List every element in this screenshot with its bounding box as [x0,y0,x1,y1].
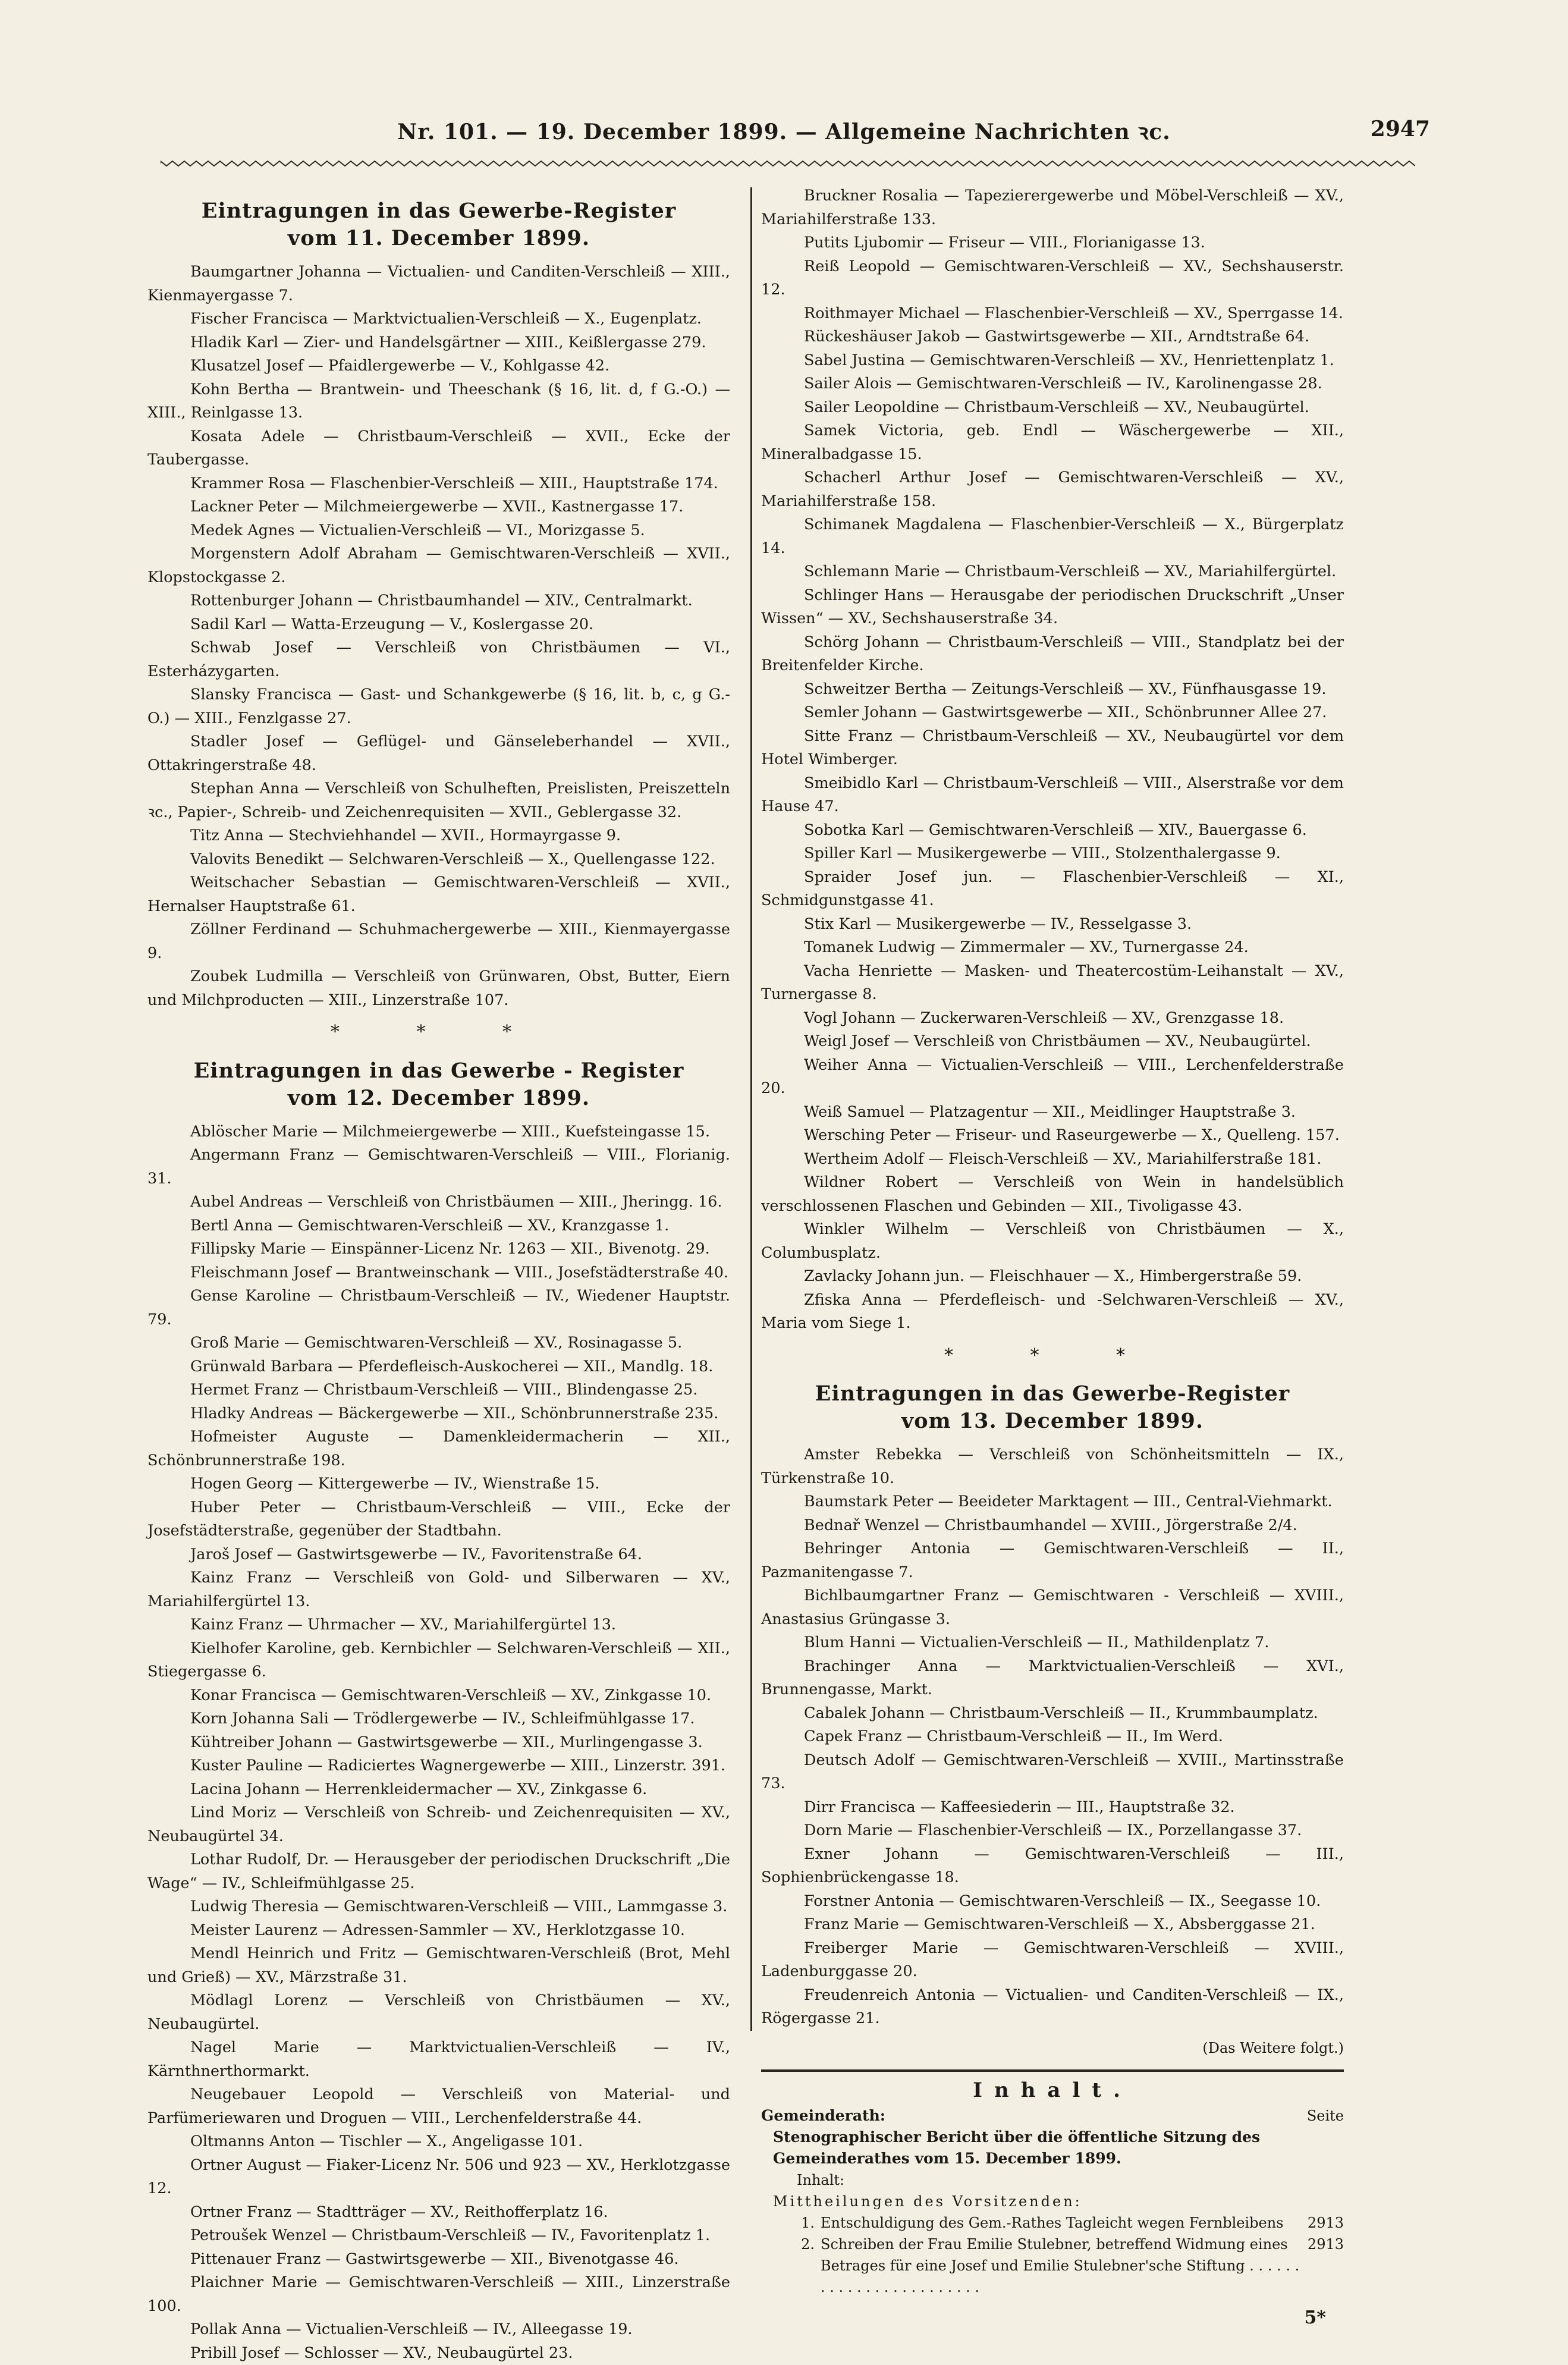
entry-text: Sitte Franz — Christbaum-Verschleiß — XV., Neubaugürtel vor dem Hotel Wimberger. [761,727,1344,769]
entry-text: Petroušek Wenzel — Christbaum-Verschleiß — IV., Favoritenplatz 1. [190,2226,710,2244]
register-entry [761,1819,1344,1843]
register-entry [147,636,730,683]
register-entry [761,1631,1344,1655]
entry-text: Nagel Marie — Marktvictualien-Verschleiß — IV., Kärnthnerthormarkt. [147,2039,730,2080]
entry-text: Blum Hanni — Victualien-Verschleiß — II., Mathildenplatz 7. [804,1634,1269,1651]
register-entry [147,589,730,613]
entry-text: Baumgartner Johanna — Victualien- und Canditen-Verschleiß — XIII., Kienmayergasse 7. [147,263,730,304]
register-entry [147,2342,730,2365]
issue-line: Nr. 101. — 19. December 1899. — Allgemeine Nachrichten ꝛc. [0,117,1568,146]
register-entry [761,1702,1344,1726]
entry-text: Winkler Wilhelm — Verschleiß von Christbäumen — X., Columbusplatz. [761,1220,1344,1262]
register-entry [761,1101,1344,1125]
entry-text: Schwab Josef — Verschleiß von Christbäumen — VI., Esterházygarten. [147,639,730,680]
entry-text: Kohn Bertha — Brantwein- und Theeschank (§ 16, lit. d, f G.-O.) — XIII., Reinlgasse 13. [147,381,730,422]
entry-text: Konar Francisca — Gemischtwaren-Verschleiß — XV., Zinkgasse 10. [190,1686,711,1704]
entry-text: Reiß Leopold — Gemischtwaren-Verschleiß — XV., Sechshauserstr. 12. [761,257,1344,299]
entry-text: Sailer Leopoldine — Christbaum-Verschleiß — XV., Neubaugürtel. [804,398,1309,416]
toc-item-text: Entschuldigung des Gem.-Rathes Tagleicht wegen Fernbleibens [821,2212,1302,2234]
register-entry [147,2318,730,2342]
entry-text: Kielhofer Karoline, geb. Kernbichler — Selchwaren-Verschleiß — XII., Stiegergasse 6. [147,1640,730,1681]
entry-text: Hladky Andreas — Bäckergewerbe — XII., Schönbrunnerstraße 235. [190,1405,718,1422]
entry-text: Zöllner Ferdinand — Schuhmachergewerbe — XIII., Kienmayergasse 9. [147,921,730,962]
register-entry [761,372,1344,396]
chair-label: Mittheilungen des Vorsitzenden: [761,2191,1344,2212]
register-entry [147,1919,730,1943]
register-entry [147,1425,730,1472]
register-entry [147,1214,730,1238]
register-entry [147,871,730,918]
toc-item-page: 2913 [1302,2212,1344,2234]
register-entry [761,1171,1344,1218]
entry-text: Titz Anna — Stechviehhandel — XVII., Hormayrgasse 9. [190,827,621,844]
section-title-line1: Eintragungen in das Gewerbe - Register [147,1057,730,1085]
entry-text: Ablöscher Marie — Milchmeiergewerbe — XIII., Kuefsteingasse 15. [190,1123,710,1141]
register-entry [147,425,730,472]
entry-text: Amster Rebekka — Verschleiß von Schönheitsmitteln — IX., Türkenstraße 10. [761,1446,1344,1487]
register-entry [147,495,730,519]
entry-text: Ludwig Theresia — Gemischtwaren-Verschleiß — VIII., Lammgasse 3. [190,1898,727,1915]
entry-text: Zoubek Ludmilla — Verschleiß von Grünwaren, Obst, Butter, Eiern und Milchproducten — XIII., Linzerstraße 107. [147,968,730,1009]
register-entry [147,378,730,425]
entry-text: Spiller Karl — Musikergewerbe — VIII., Stolzenthalergasse 9. [804,844,1281,862]
entry-text: Rottenburger Johann — Christbaumhandel — XIV., Centralmarkt. [190,592,693,610]
register-entry [761,1890,1344,1914]
entry-text: Deutsch Adolf — Gemischtwaren-Verschleiß — XVIII., Martinsstraße 73. [761,1751,1344,1793]
entry-text: Schacherl Arthur Josef — Gemischtwaren-Verschleiß — XV., Mariahilferstraße 158. [761,469,1344,510]
register-entry [761,513,1344,560]
entry-text: Morgenstern Adolf Abraham — Gemischtwaren-Verschleiß — XVII., Klopstockgasse 2. [147,545,730,586]
register-entry [761,396,1344,420]
entry-text: Franz Marie — Gemischtwaren-Verschleiß — X., Absberggasse 21. [804,1915,1315,1933]
entry-text: Weiher Anna — Victualien-Verschleiß — VIII., Lerchenfelderstraße 20. [761,1056,1344,1098]
entry-text: Wertheim Adolf — Fleisch-Verschleiß — XV., Mariahilferstraße 181. [804,1150,1321,1168]
entry-text: Groß Marie — Gemischtwaren-Verschleiß — XV., Rosinagasse 5. [190,1334,682,1352]
entry-text: Lothar Rudolf, Dr. — Herausgeber der periodischen Druckschrift „Die Wage“ — IV., Schleifmühlgasse 25. [147,1851,730,1892]
register-entry [761,1007,1344,1031]
entry-text: Medek Agnes — Victualien-Verschleiß — VI., Morizgasse 5. [190,522,645,539]
register-entry [761,1843,1344,1890]
register-entry [147,1331,730,1355]
entry-text: Semler Johann — Gastwirtsgewerbe — XII., Schönbrunner Allee 27. [804,703,1327,721]
section-title-line2: vom 11. December 1899. [147,225,730,252]
register-entry [147,260,730,307]
entry-text: Exner Johann — Gemischtwaren-Verschleiß — III., Sophienbrückengasse 18. [761,1845,1344,1887]
entry-text: Bertl Anna — Gemischtwaren-Verschleiß — XV., Kranzgasse 1. [190,1217,669,1235]
entries-12-december-continued [761,184,1344,1336]
register-entry [147,2224,730,2248]
register-entry [147,472,730,496]
entry-text: Plaichner Marie — Gemischtwaren-Verschleiß — XIII., Linzerstraße 100. [147,2273,730,2315]
register-entry [147,542,730,589]
entry-text: Schweitzer Bertha — Zeitungs-Verschleiß — XV., Fünfhausgasse 19. [804,680,1326,698]
register-entry [761,913,1344,937]
entry-text: Angermann Franz — Gemischtwaren-Verschleiß — VIII., Florianig. 31. [147,1146,730,1188]
entry-text: Wersching Peter — Friseur- und Raseurgewerbe — X., Quelleng. 157. [804,1126,1340,1144]
entry-text: Dirr Francisca — Kaffeesiederin — III., Hauptstraße 32. [804,1798,1235,1816]
toc-list [761,2212,1344,2298]
section-title-12-december [147,1057,730,1112]
register-entry [147,2271,730,2318]
entry-text: Bruckner Rosalia — Tapezierergewerbe und Möbel-Verschleiß — XV., Mariahilferstraße 133. [761,187,1344,228]
entry-text: Schlemann Marie — Christbaum-Verschleiß — XV., Mariahilfergürtel. [804,563,1336,580]
register-entry [761,678,1344,702]
register-entry [761,1443,1344,1490]
entry-text: Jaroš Josef — Gastwirtsgewerbe — IV., Favoritenstraße 64. [190,1546,642,1563]
register-entry [147,1402,730,1426]
register-entry [147,1543,730,1567]
register-entry [147,1778,730,1802]
register-entry [147,1144,730,1191]
inhalt-title: Inhalt. [761,2079,1344,2103]
entry-text: Stephan Anna — Verschleiß von Schulheften, Preislisten, Preiszetteln ꝛc., Papier-, Schreib- und Zeichenrequisiten — XVII., Geblergasse 32. [147,780,730,821]
register-entry [147,1848,730,1895]
register-entry [147,2036,730,2083]
register-entry [761,1289,1344,1336]
register-entry [147,1261,730,1285]
register-entry [761,325,1344,349]
page-header [0,117,1568,152]
register-entry [761,255,1344,302]
register-entry [761,1984,1344,2031]
register-entry [761,1796,1344,1820]
register-entry [147,1801,730,1848]
entry-text: Fillipsky Marie — Einspänner-Licenz Nr. 1263 — XII., Bivenotg. 29. [190,1240,710,1258]
section-title-13-december [761,1380,1344,1435]
register-entry [761,772,1344,819]
entry-text: Aubel Andreas — Verschleiß von Christbäumen — XIII., Jheringg. 16. [190,1193,722,1211]
entry-text: Rückeshäuser Jakob — Gastwirtsgewerbe — XII., Arndtstraße 64. [804,328,1309,346]
entry-text: Sabel Justina — Gemischtwaren-Verschleiß — XV., Henriettenplatz 1. [804,351,1334,369]
entries-13-december [761,1443,1344,2031]
register-entry [147,519,730,543]
entry-text: Wildner Robert — Verschleiß von Wein in handelsüblich verschlossenen Flaschen und Gebinden — XII., Tivoligasse 43. [761,1173,1344,1215]
register-entry [147,354,730,378]
register-entry [761,1749,1344,1796]
entry-text: Baumstark Peter — Beeideter Marktagent — III., Central-Viehmarkt. [804,1493,1333,1510]
toc-item-number: 1. [761,2212,821,2234]
register-entry [761,1148,1344,1171]
toc-item [761,2212,1344,2234]
register-entry [761,1218,1344,1265]
entry-text: Korn Johanna Sali — Trödlergewerbe — IV., Schleifmühlgasse 17. [190,1710,695,1728]
entry-text: Gense Karoline — Christbaum-Verschleiß — IV., Wiedener Hauptstr. 79. [147,1287,730,1328]
section-title-11-december [147,197,730,252]
register-entry [761,231,1344,255]
register-entry [761,184,1344,231]
register-entry [147,965,730,1012]
entry-text: Pribill Josef — Schlosser — XV., Neubaugürtel 23. [190,2344,573,2362]
register-entry [147,1566,730,1613]
register-entry [761,819,1344,843]
entry-text: Schörg Johann — Christbaum-Verschleiß — VIII., Standplatz bei der Breitenfelder Kirche. [761,633,1344,675]
column-divider [750,187,752,2031]
entry-text: Schimanek Magdalena — Flaschenbier-Verschleiß — X., Bürgerplatz 14. [761,516,1344,557]
entry-text: Schlinger Hans — Herausgabe der periodischen Druckschrift „Unser Wissen“ — XV., Sechshauserstraße 34. [761,586,1344,628]
register-entry [761,1030,1344,1054]
register-entry [761,302,1344,326]
register-entry [147,1637,730,1684]
entry-text: Meister Laurenz — Adressen-Sammler — XV., Herklotzgasse 10. [190,1921,685,1939]
entry-text: Kuster Pauline — Radiciertes Wagnergewerbe — XIII., Linzerstr. 391. [190,1757,725,1774]
register-entry [147,918,730,965]
entry-text: Weiß Samuel — Platzagentur — XII., Meidlinger Hauptstraße 3. [804,1103,1296,1121]
entry-text: Kainz Franz — Uhrmacher — XV., Mariahilfergürtel 13. [190,1616,616,1634]
toc-item [761,2234,1344,2298]
entry-text: Hogen Georg — Kittergewerbe — IV., Wienstraße 15. [190,1475,600,1493]
entry-text: Pittenauer Franz — Gastwirtsgewerbe — XII., Bivenotgasse 46. [190,2250,679,2268]
entry-text: Zfiska Anna — Pferdefleisch- und -Selchwaren-Verschleiß — XV., Maria vom Siege 1. [761,1291,1344,1333]
register-entry [761,1584,1344,1631]
entry-text: Forstner Antonia — Gemischtwaren-Verschleiß — IX., Seegasse 10. [804,1892,1321,1910]
toc-item-number: 2. [761,2234,821,2298]
entry-text: Dorn Marie — Flaschenbier-Verschleiß — IX., Porzellangasse 37. [804,1821,1302,1839]
section-title-line2: vom 12. December 1899. [147,1085,730,1112]
header-wavy-rule [161,159,1415,168]
entry-text: Mödlagl Lorenz — Verschleiß von Christbäumen — XV., Neubaugürtel. [147,1992,730,2033]
entry-text: Bichlbaumgartner Franz — Gemischtwaren - Verschleiß — XVIII., Anastasius Grüngasse 3. [761,1587,1344,1628]
section-stars: * * * [761,1344,1344,1368]
register-entry [147,2083,730,2130]
entry-text: Fischer Francisca — Marktvictualien-Verschleiß — X., Eugenplatz. [190,310,702,328]
register-entry [147,2130,730,2154]
register-entry [147,1754,730,1778]
register-entry [761,1725,1344,1749]
entry-text: Bednař Wenzel — Christbaumhandel — XVIII., Jörgerstraße 2/4. [804,1516,1297,1534]
signature-mark: 5* [761,2306,1344,2330]
register-entry [761,419,1344,466]
entry-text: Capek Franz — Christbaum-Verschleiß — II., Im Werd. [804,1728,1223,1745]
entry-text: Sadil Karl — Watta-Erzeugung — V., Koslergasse 20. [190,615,593,633]
register-entry [147,1942,730,1989]
gemeinderath-label: Gemeinderath: [761,2105,885,2127]
register-entry [147,613,730,637]
entry-text: Valovits Benedikt — Selchwaren-Verschleiß — X., Quellengasse 122. [190,850,715,868]
register-entry [147,331,730,355]
entry-text: Sailer Alois — Gemischtwaren-Verschleiß — IV., Karolinengasse 28. [804,375,1322,392]
right-column [761,184,1344,2329]
register-entry [761,1124,1344,1148]
register-entry [761,701,1344,725]
entry-text: Neugebauer Leopold — Verschleiß von Material- und Parfümeriewaren und Droguen — VIII., Lerchenfelderstraße 44. [147,2086,730,2127]
register-entry [147,1120,730,1144]
section-title-line2: vom 13. December 1899. [761,1408,1344,1435]
register-entry [147,1707,730,1731]
register-entry [761,631,1344,678]
register-entry [147,1895,730,1919]
register-entry [147,683,730,730]
entry-text: Hermet Franz — Christbaum-Verschleiß — VIII., Blindengasse 25. [190,1381,697,1399]
section-title-line1: Eintragungen in das Gewerbe-Register [761,1380,1344,1408]
entry-text: Ortner Franz — Stadtträger — XV., Reithofferplatz 16. [190,2203,608,2221]
entry-text: Putits Ljubomir — Friseur — VIII., Florianigasse 13. [804,234,1205,252]
entry-text: Klusatzel Josef — Pfaidlergewerbe — V., Kohlgasse 42. [190,357,609,375]
entry-text: Hofmeister Auguste — Damenkleidermacherin — XII., Schönbrunnerstraße 198. [147,1428,730,1469]
entries-12-december [147,1120,730,2365]
register-entry [761,1265,1344,1289]
inhalt-separator [761,2069,1344,2072]
register-entry [761,1655,1344,1702]
page-number: 2947 [1371,117,1430,142]
entry-text: Brachinger Anna — Marktvictualien-Verschleiß — XVI., Brunnengasse, Markt. [761,1657,1344,1699]
register-entry [147,1238,730,1261]
entry-text: Weitschacher Sebastian — Gemischtwaren-Verschleiß — XVII., Hernalser Hauptstraße 61. [147,874,730,915]
entry-text: Lacina Johann — Herrenkleidermacher — XV., Zinkgasse 6. [190,1780,647,1798]
entry-text: Mendl Heinrich und Fritz — Gemischtwaren-Verschleiß (Brot, Mehl und Grieß) — XV., Märzstraße 31. [147,1945,730,1986]
entry-text: Huber Peter — Christbaum-Verschleiß — VIII., Ecke der Josefstädterstraße, gegenüber der Stadtbahn. [147,1499,730,1540]
continued-note: (Das Weitere folgt.) [761,2037,1344,2061]
entry-text: Fleischmann Josef — Brantweinschank — VIII., Josefstädterstraße 40. [190,1264,728,1282]
entry-text: Spraider Josef jun. — Flaschenbier-Verschleiß — XI., Schmidgunstgasse 41. [761,868,1344,910]
register-entry [761,560,1344,584]
register-entry [761,466,1344,513]
register-entry [147,2154,730,2201]
register-entry [761,842,1344,866]
entry-text: Stadler Josef — Geflügel- und Gänseleberhandel — XVII., Ottakringerstraße 48. [147,733,730,774]
register-entry [147,848,730,872]
register-entry [761,1937,1344,1984]
entry-text: Vacha Henriette — Masken- und Theatercostüm-Leihanstalt — XV., Turnergasse 8. [761,962,1344,1004]
register-entry [147,1284,730,1331]
register-entry [147,2201,730,2225]
register-entry [761,1490,1344,1514]
register-entry [147,824,730,848]
entry-text: Ortner August — Fiaker-Licenz Nr. 506 und 923 — XV., Herklotzgasse 12. [147,2156,730,2198]
entry-text: Samek Victoria, geb. Endl — Wäschergewerbe — XII., Mineralbadgasse 15. [761,422,1344,463]
seite-label: Seite [1307,2105,1344,2127]
register-entry [147,1496,730,1543]
register-entry [147,1684,730,1708]
entry-text: Kainz Franz — Verschleiß von Gold- und Silberwaren — XV., Mariahilfergürtel 13. [147,1569,730,1610]
toc-item-page: 2913 [1302,2234,1344,2298]
register-entry [761,1514,1344,1538]
register-entry [147,777,730,824]
register-entry [147,307,730,331]
register-entry [761,584,1344,631]
report-title: Stenographischer Bericht über die öffentliche Sitzung des Gemeinderathes vom 15. December 1899. [761,2127,1344,2169]
register-entry [761,1054,1344,1101]
entry-text: Cabalek Johann — Christbaum-Verschleiß — II., Krummbaumplatz. [804,1704,1318,1722]
entry-text: Smeibidlo Karl — Christbaum-Verschleiß — VIII., Alserstraße vor dem Hause 47. [761,774,1344,816]
register-entry [147,1378,730,1402]
entry-text: Grünwald Barbara — Pferdefleisch-Auskocherei — XII., Mandlg. 18. [190,1358,713,1375]
entry-text: Hladik Karl — Zier- und Handelsgärtner — XIII., Keißlergasse 279. [190,334,706,351]
register-entry [147,1989,730,2036]
section-stars: * * * [147,1020,730,1044]
register-entry [147,1355,730,1379]
entry-text: Tomanek Ludwig — Zimmermaler — XV., Turnergasse 24. [804,938,1249,956]
register-entry [761,1913,1344,1937]
entry-text: Kosata Adele — Christbaum-Verschleiß — XVII., Ecke der Taubergasse. [147,428,730,469]
entry-text: Freiberger Marie — Gemischtwaren-Verschleiß — XVIII., Ladenburggasse 20. [761,1939,1344,1981]
register-entry [761,866,1344,913]
entry-text: Behringer Antonia — Gemischtwaren-Verschleiß — II., Pazmanitengasse 7. [761,1540,1344,1581]
entry-text: Sobotka Karl — Gemischtwaren-Verschleiß — XIV., Bauergasse 6. [804,821,1307,839]
entry-text: Pollak Anna — Victualien-Verschleiß — IV., Alleegasse 19. [190,2320,633,2338]
register-entry [761,349,1344,373]
inhalt-header-row [761,2105,1344,2127]
entry-text: Stix Karl — Musikergewerbe — IV., Resselgasse 3. [804,915,1192,933]
entries-11-december [147,260,730,1012]
register-entry [147,1472,730,1496]
entry-text: Krammer Rosa — Flaschenbier-Verschleiß — XIII., Hauptstraße 174. [190,475,718,492]
entry-text: Freudenreich Antonia — Victualien- und Canditen-Verschleiß — IX., Rögergasse 21. [761,1986,1344,2028]
entry-text: Zavlacky Johann jun. — Fleischhauer — X., Himbergerstraße 59. [804,1267,1302,1285]
entry-text: Kühtreiber Johann — Gastwirtsgewerbe — XII., Murlingengasse 3. [190,1733,703,1751]
entry-text: Lind Moriz — Verschleiß von Schreib- und Zeichenrequisiten — XV., Neubaugürtel 34. [147,1804,730,1845]
entry-text: Slansky Francisca — Gast- und Schankgewerbe (§ 16, lit. b, c, g G.-O.) — XIII., Fenzlgasse 27. [147,686,730,727]
register-entry [761,1537,1344,1584]
entry-text: Roithmayer Michael — Flaschenbier-Verschleiß — XV., Sperrgasse 14. [804,304,1343,322]
left-column [147,184,730,2365]
inhalt-content-label: Inhalt: [761,2169,1344,2191]
register-entry [147,1731,730,1755]
register-entry [147,1191,730,1214]
register-entry [761,936,1344,960]
register-entry [761,725,1344,772]
entry-text: Lackner Peter — Milchmeiergewerbe — XVII., Kastnergasse 17. [190,498,683,516]
register-entry [147,2248,730,2272]
register-entry [147,730,730,777]
entry-text: Vogl Johann — Zuckerwaren-Verschleiß — XV., Grenzgasse 18. [804,1009,1284,1027]
section-title-line1: Eintragungen in das Gewerbe-Register [147,197,730,225]
entry-text: Oltmanns Anton — Tischler — X., Angeligasse 101. [190,2132,583,2150]
toc-item-text: Schreiben der Frau Emilie Stulebner, betreffend Widmung eines Betrages für eine Josef und Emilie Stulebner'sche Stiftung . . . . . . . . . . . . . . . . . . . . . . . . [821,2234,1302,2298]
register-entry [147,1613,730,1637]
entry-text: Weigl Josef — Verschleiß von Christbäumen — XV., Neubaugürtel. [804,1032,1311,1050]
register-entry [761,960,1344,1007]
